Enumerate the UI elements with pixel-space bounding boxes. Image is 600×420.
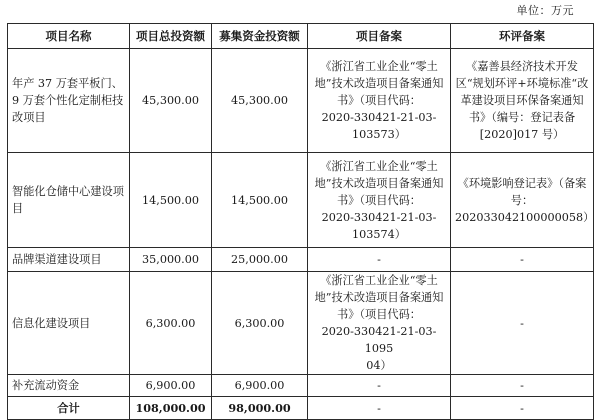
raised-investment: 45,300.00 bbox=[212, 49, 308, 153]
project-filing: - bbox=[308, 375, 451, 397]
project-name: 智能化仓储中心建设项目 bbox=[8, 153, 130, 248]
project-filing: 《浙江省工业企业“零土地”技术改造项目备案通知书》（项目代码： 2020-330421-21-03-1095 04） bbox=[308, 272, 451, 375]
total-eia: - bbox=[451, 397, 594, 420]
eia-filing: - bbox=[451, 248, 594, 272]
header-project-name: 项目名称 bbox=[8, 24, 130, 49]
header-row bbox=[8, 24, 594, 49]
header-eia-filing: 环评备案 bbox=[451, 24, 594, 49]
header-project-filing: 项目备案 bbox=[308, 24, 451, 49]
raised-investment: 6,300.00 bbox=[212, 272, 308, 375]
header-total-investment: 项目总投资额 bbox=[130, 24, 212, 49]
total-row bbox=[8, 397, 594, 420]
total-investment: 35,000.00 bbox=[130, 248, 212, 272]
total-investment: 6,900.00 bbox=[130, 375, 212, 397]
total-investment: 14,500.00 bbox=[130, 153, 212, 248]
project-filing: - bbox=[308, 248, 451, 272]
header-raised-investment: 募集资金投资额 bbox=[212, 24, 308, 49]
total-filing: - bbox=[308, 397, 451, 420]
table-row bbox=[8, 49, 594, 153]
project-name: 信息化建设项目 bbox=[8, 272, 130, 375]
eia-filing: - bbox=[451, 272, 594, 375]
project-name: 年产 37 万套平板门、9 万套个性化定制柜技改项目 bbox=[8, 49, 130, 153]
eia-filing: 《环境影响登记表》（备案号： 202033042100000058） bbox=[451, 153, 594, 248]
table-row bbox=[8, 272, 594, 375]
project-name: 品牌渠道建设项目 bbox=[8, 248, 130, 272]
total-label: 合计 bbox=[8, 397, 130, 420]
project-name: 补充流动资金 bbox=[8, 375, 130, 397]
total-investment-sum: 108,000.00 bbox=[130, 397, 212, 420]
raised-investment: 6,900.00 bbox=[212, 375, 308, 397]
table-row bbox=[8, 248, 594, 272]
investment-table bbox=[7, 23, 594, 420]
eia-filing: - bbox=[451, 375, 594, 397]
eia-filing: 《嘉善县经济技术开发区“规划环评+环境标准“改革建设项目环保备案通知书》（编号：登记表备[2020]017 号） bbox=[451, 49, 594, 153]
project-filing: 《浙江省工业企业“零土地”技术改造项目备案通知书》（项目代码： 2020-330421-21-03- 103574） bbox=[308, 153, 451, 248]
project-filing: 《浙江省工业企业“零土地”技术改造项目备案通知书》（项目代码： 2020-330421-21-03- 103573） bbox=[308, 49, 451, 153]
table-row bbox=[8, 375, 594, 397]
raised-investment: 14,500.00 bbox=[212, 153, 308, 248]
total-investment: 6,300.00 bbox=[130, 272, 212, 375]
raised-investment: 25,000.00 bbox=[212, 248, 308, 272]
raised-investment-sum: 98,000.00 bbox=[212, 397, 308, 420]
unit-label: 单位：万元 bbox=[516, 4, 574, 17]
table-row bbox=[8, 153, 594, 248]
total-investment: 45,300.00 bbox=[130, 49, 212, 153]
